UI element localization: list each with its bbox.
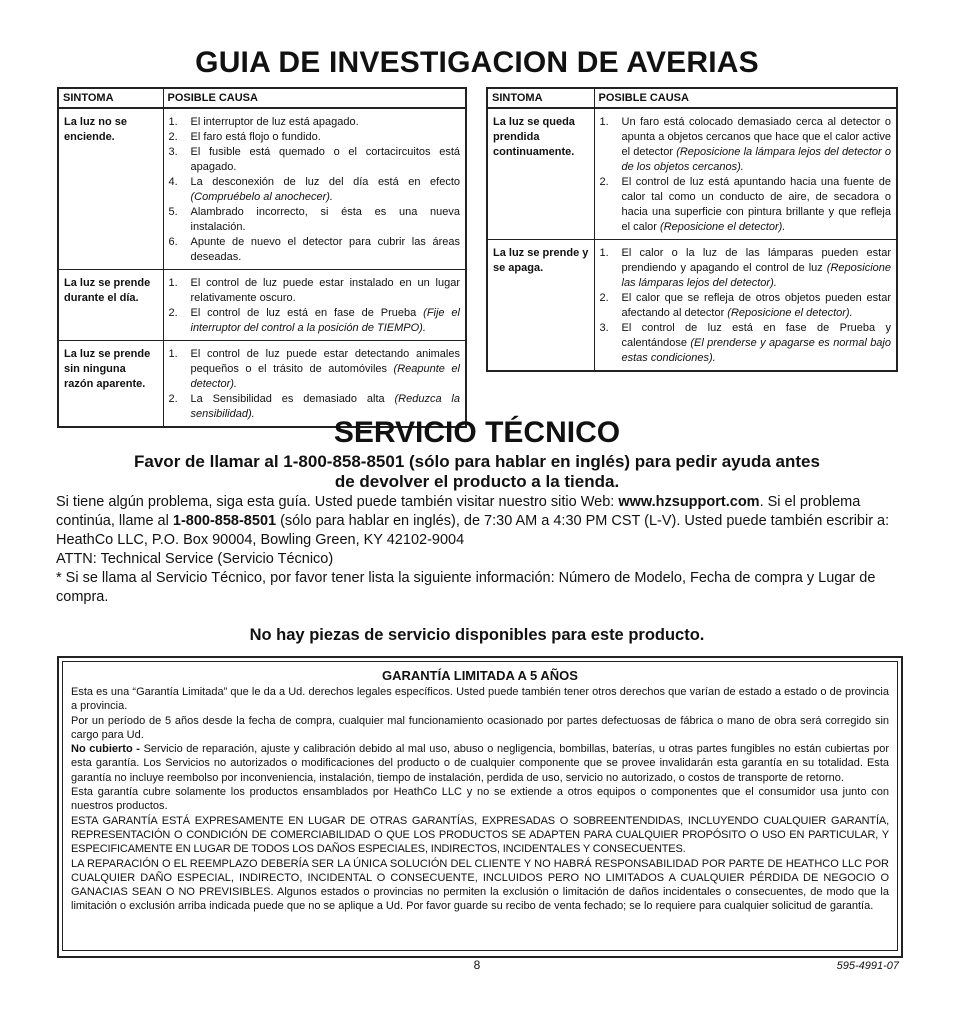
- cause-list: [600, 115, 892, 235]
- cause-text: El control de luz está en fase de Prueba: [190, 307, 424, 319]
- symptom-cell: La luz se queda prendida continuamente.: [487, 108, 594, 240]
- cause-text-wrap: [191, 130, 461, 145]
- cause-item: [169, 145, 461, 175]
- symptom-cell: La luz se prende durante el día.: [58, 270, 163, 341]
- cause-text-wrap: [191, 276, 461, 306]
- cause-item: [169, 175, 461, 205]
- cause-number: 1.: [168, 116, 178, 128]
- cause-item: [600, 246, 892, 291]
- symptom-header: SINTOMA: [58, 88, 163, 108]
- cause-number: 5.: [168, 206, 178, 218]
- cause-item: [600, 175, 892, 235]
- cause-text-wrap: [622, 115, 892, 175]
- cause-cell: [594, 240, 897, 372]
- cause-item: [169, 235, 461, 265]
- troubleshooting-row: [487, 240, 897, 372]
- cause-item: [600, 321, 892, 366]
- cause-cell: [163, 270, 466, 341]
- cause-remedy: (Reposicione la lámpara lejos del detector o de los objetos cercanos).: [621, 146, 891, 173]
- warranty-box: [57, 656, 903, 958]
- cause-number: 2.: [168, 307, 178, 319]
- cause-text-wrap: [191, 205, 461, 235]
- cause-item: [169, 130, 461, 145]
- service-note: * Si se llama al Servicio Técnico, por favor tener lista la siguiente información: Número de Modelo, Fecha de compra y Lugar de compra.: [56, 570, 876, 605]
- cause-item: [169, 276, 461, 306]
- troubleshooting-row: [487, 108, 897, 240]
- troubleshooting-row: [58, 270, 466, 341]
- service-body: [56, 493, 900, 607]
- cause-cell: [163, 341, 466, 428]
- warranty-paragraph: LA REPARACIÓN O EL REEMPLAZO DEBERÍA SER LA ÚNICA SOLUCIÓN DEL CLIENTE Y NO HABRÁ RESPONSABILIDAD POR PARTE DE HEATHCO LLC POR CUALQUIER DAÑO ESPECIAL, INDIRECTO, INCIDENTAL O CONSECUENTE, INCLUIDOS PERO NO LIMITADOS A CUALQUIER PÉRDIDA DE NEGOCIO O GANACIAS SEAN O NO PREVISIBLES. Algunos estados o provincias no permiten la exclusión o limitación de daños incidentales o consecuentes, de modo que la limitación o exclusión arriba indicada puede que no se aplique a Ud. Por favor guarde su recibo de venta fechado; se lo requiere para cualquier solicitud de garantía.: [71, 857, 889, 913]
- warranty-paragraph: [71, 742, 889, 785]
- cause-number: 6.: [168, 236, 178, 248]
- cause-text: El fusible está quemado o el cortacircuitos está apagado.: [190, 146, 460, 173]
- service-call-line: Favor de llamar al 1-800-858-8501 (sólo para hablar en inglés) para pedir ayuda antes: [134, 452, 820, 471]
- cause-text: La Sensibilidad es demasiado alta: [190, 393, 395, 405]
- cause-list: [600, 246, 892, 366]
- cause-text-wrap: [622, 175, 892, 235]
- warranty-paragraph: ESTA GARANTÍA ESTÁ EXPRESAMENTE EN LUGAR DE OTRAS GARANTÍAS, EXPRESADAS O SOBREENTENDIDAS, INCLUYENDO CUALQUIER GARANTÍA, REPRESENTACIÓN O CONDICIÓN DE COMERCIABILIDAD O QUE LOS PRODUCTOS SE ADAPTEN PARA CUALQUIER PROPÓSITO O USO EN PARTICULAR, Y ESPECIFICAMENTE EN LUGAR DE TODOS LOS DAÑOS ESPECIALES, INDIRECTOS, INCIDENTALES Y CONSECUENTES.: [71, 814, 889, 856]
- cause-item: [600, 115, 892, 175]
- symptom-cell: La luz se prende sin ninguna razón aparente.: [58, 341, 163, 428]
- warranty-title: GARANTÍA LIMITADA A 5 AÑOS: [382, 668, 578, 683]
- page-title: GUIA DE INVESTIGACION DE AVERIAS: [195, 46, 759, 79]
- cause-remedy: (Reapunte el detector).: [190, 363, 460, 390]
- service-title: SERVICIO TÉCNICO: [333, 416, 621, 449]
- cause-text-wrap: [191, 347, 461, 392]
- symptom-cell: La luz no se enciende.: [58, 108, 163, 270]
- cause-text: El calor que se refleja de otros objetos pueden estar afectando al detector: [621, 292, 891, 319]
- cause-item: [169, 347, 461, 392]
- cause-text: El control de luz puede estar instalado en un lugar relativamente oscuro.: [190, 277, 460, 304]
- symptom-header: SINTOMA: [487, 88, 594, 108]
- cause-cell: [594, 108, 897, 240]
- cause-number: 3.: [599, 322, 609, 334]
- cause-number: 2.: [599, 292, 609, 304]
- cause-text: El interruptor de luz está apagado.: [190, 116, 359, 128]
- cause-list: [169, 347, 461, 422]
- cause-text-wrap: [622, 321, 892, 366]
- cause-text-wrap: [191, 175, 461, 205]
- no-parts-notice: No hay piezas de servicio disponibles para este producto.: [249, 626, 705, 644]
- cause-text: Alambrado incorrecto, si ésta es una nueva instalación.: [190, 206, 460, 233]
- cause-list: [169, 115, 461, 265]
- cause-text-wrap: [622, 246, 892, 291]
- document-number: 595-4991-07: [836, 960, 899, 972]
- cause-text: Un faro está colocado demasiado cerca al detector o apunta a objetos cercanos que hace que el calor active el detector: [621, 116, 891, 158]
- service-call-notice: [60, 452, 894, 492]
- cause-item: [600, 291, 892, 321]
- warranty-text: Servicio de reparación, ajuste y calibración debido al mal uso, abuso o negligencia, bombillas, baterías, u otras partes fungibles no están cubiertas por esta garantía. Los Servicios no autorizados o modificaciones del producto o de cualquier componente que se provee invalidarán esta garantía en su totalidad. Esta garantía no incluye reembolso por inconveniencia, instalación, tiempo de instalación, perdida de uso, servicio no autorizado, o costos de transporte de retorno.: [71, 743, 889, 784]
- not-covered-label: No cubierto -: [71, 743, 144, 756]
- cause-text-wrap: [191, 115, 461, 130]
- cause-text: El calor o la luz de las lámparas pueden estar prendiendo y apagando el control de luz: [621, 247, 891, 274]
- support-phone: 1-800-858-8501: [172, 513, 277, 529]
- service-text: (sólo para hablar en inglés), de 7:30 AM a 4:30 PM CST (L-V). Usted puede también escribir a:: [276, 513, 890, 529]
- cause-number: 1.: [599, 247, 609, 259]
- cause-text-wrap: [191, 235, 461, 265]
- service-text: Si tiene algún problema, siga esta guía. Usted puede también visitar nuestro sitio Web:: [56, 494, 619, 510]
- cause-number: 4.: [168, 176, 178, 188]
- cause-remedy: (Compruébelo al anochecer).: [190, 191, 333, 203]
- cause-number: 3.: [168, 146, 178, 158]
- cause-cell: [163, 108, 466, 270]
- cause-number: 2.: [599, 176, 609, 188]
- cause-item: [169, 306, 461, 336]
- cause-text: La desconexión de luz del día está en efecto: [190, 176, 460, 188]
- cause-header: POSIBLE CAUSA: [594, 88, 897, 108]
- cause-number: 2.: [168, 393, 178, 405]
- attention-line: ATTN: Technical Service (Servicio Técnico): [56, 551, 334, 567]
- cause-remedy: (El prenderse y apagarse es normal bajo estas condiciones).: [621, 337, 891, 364]
- cause-number: 1.: [168, 348, 178, 360]
- service-paragraph: [56, 493, 900, 531]
- support-website: www.hzsupport.com: [618, 494, 760, 510]
- cause-text: El control de luz está apuntando hacia una fuente de calor tal como un conducto de aire, de secadora o hacia una superficie con pintura brillante y que refleja el calor: [621, 176, 891, 233]
- warranty-paragraph: Esta garantía cubre solamente los productos ensamblados por HeathCo LLC y no se extiende a otros equipos o componentes que el consumidor usa junto con nuestros productos.: [71, 786, 889, 813]
- warranty-paragraph: Esta es una “Garantía Limitada” que le da a Ud. derechos legales específicos. Usted puede también tener otros derechos que varían de estado a estado o de provincia a provincia.: [71, 686, 889, 713]
- cause-remedy: (Reposicione las lámparas lejos del detector).: [621, 262, 891, 289]
- cause-text-wrap: [622, 291, 892, 321]
- cause-number: 1.: [599, 116, 609, 128]
- cause-remedy: (Fije el interruptor del control a la posición de TIEMPO).: [190, 307, 460, 334]
- symptom-cell: La luz se prende y se apaga.: [487, 240, 594, 372]
- service-call-line: de devolver el producto a la tienda.: [334, 472, 620, 491]
- cause-text: El control de luz está en fase de Prueba y calentándose: [621, 322, 891, 349]
- cause-number: 2.: [168, 131, 178, 143]
- cause-remedy: (Reposicione el detector).: [727, 307, 853, 319]
- cause-item: [169, 115, 461, 130]
- troubleshooting-row: [58, 341, 466, 428]
- cause-number: 1.: [168, 277, 178, 289]
- cause-text: El control de luz puede estar detectando animales pequeños o el trásito de automóviles: [190, 348, 460, 375]
- cause-text-wrap: [191, 145, 461, 175]
- service-text: . Si el problema continúa, llame al: [56, 494, 861, 529]
- cause-text: El faro está flojo o fundido.: [190, 131, 321, 143]
- cause-text: Apunte de nuevo el detector para cubrir las áreas deseadas.: [190, 236, 460, 263]
- troubleshooting-row: [58, 108, 466, 270]
- cause-remedy: (Reduzca la sensibilidad).: [190, 393, 460, 420]
- mailing-address: HeathCo LLC, P.O. Box 90004, Bowling Green, KY 42102-9004: [56, 532, 465, 548]
- cause-list: [169, 276, 461, 336]
- page-number: 8: [473, 958, 481, 972]
- cause-header: POSIBLE CAUSA: [163, 88, 466, 108]
- troubleshooting-table-right: [486, 87, 898, 372]
- troubleshooting-table-left: [57, 87, 467, 428]
- cause-item: [169, 205, 461, 235]
- cause-text-wrap: [191, 306, 461, 336]
- warranty-content: [62, 661, 898, 951]
- warranty-paragraph: Por un período de 5 años desde la fecha de compra, cualquier mal funcionamiento ocasionado por partes defectuosas de fábrica o mano de obra será corregido sin cargo para Ud.: [71, 714, 889, 741]
- cause-remedy: (Reposicione el detector).: [660, 221, 786, 233]
